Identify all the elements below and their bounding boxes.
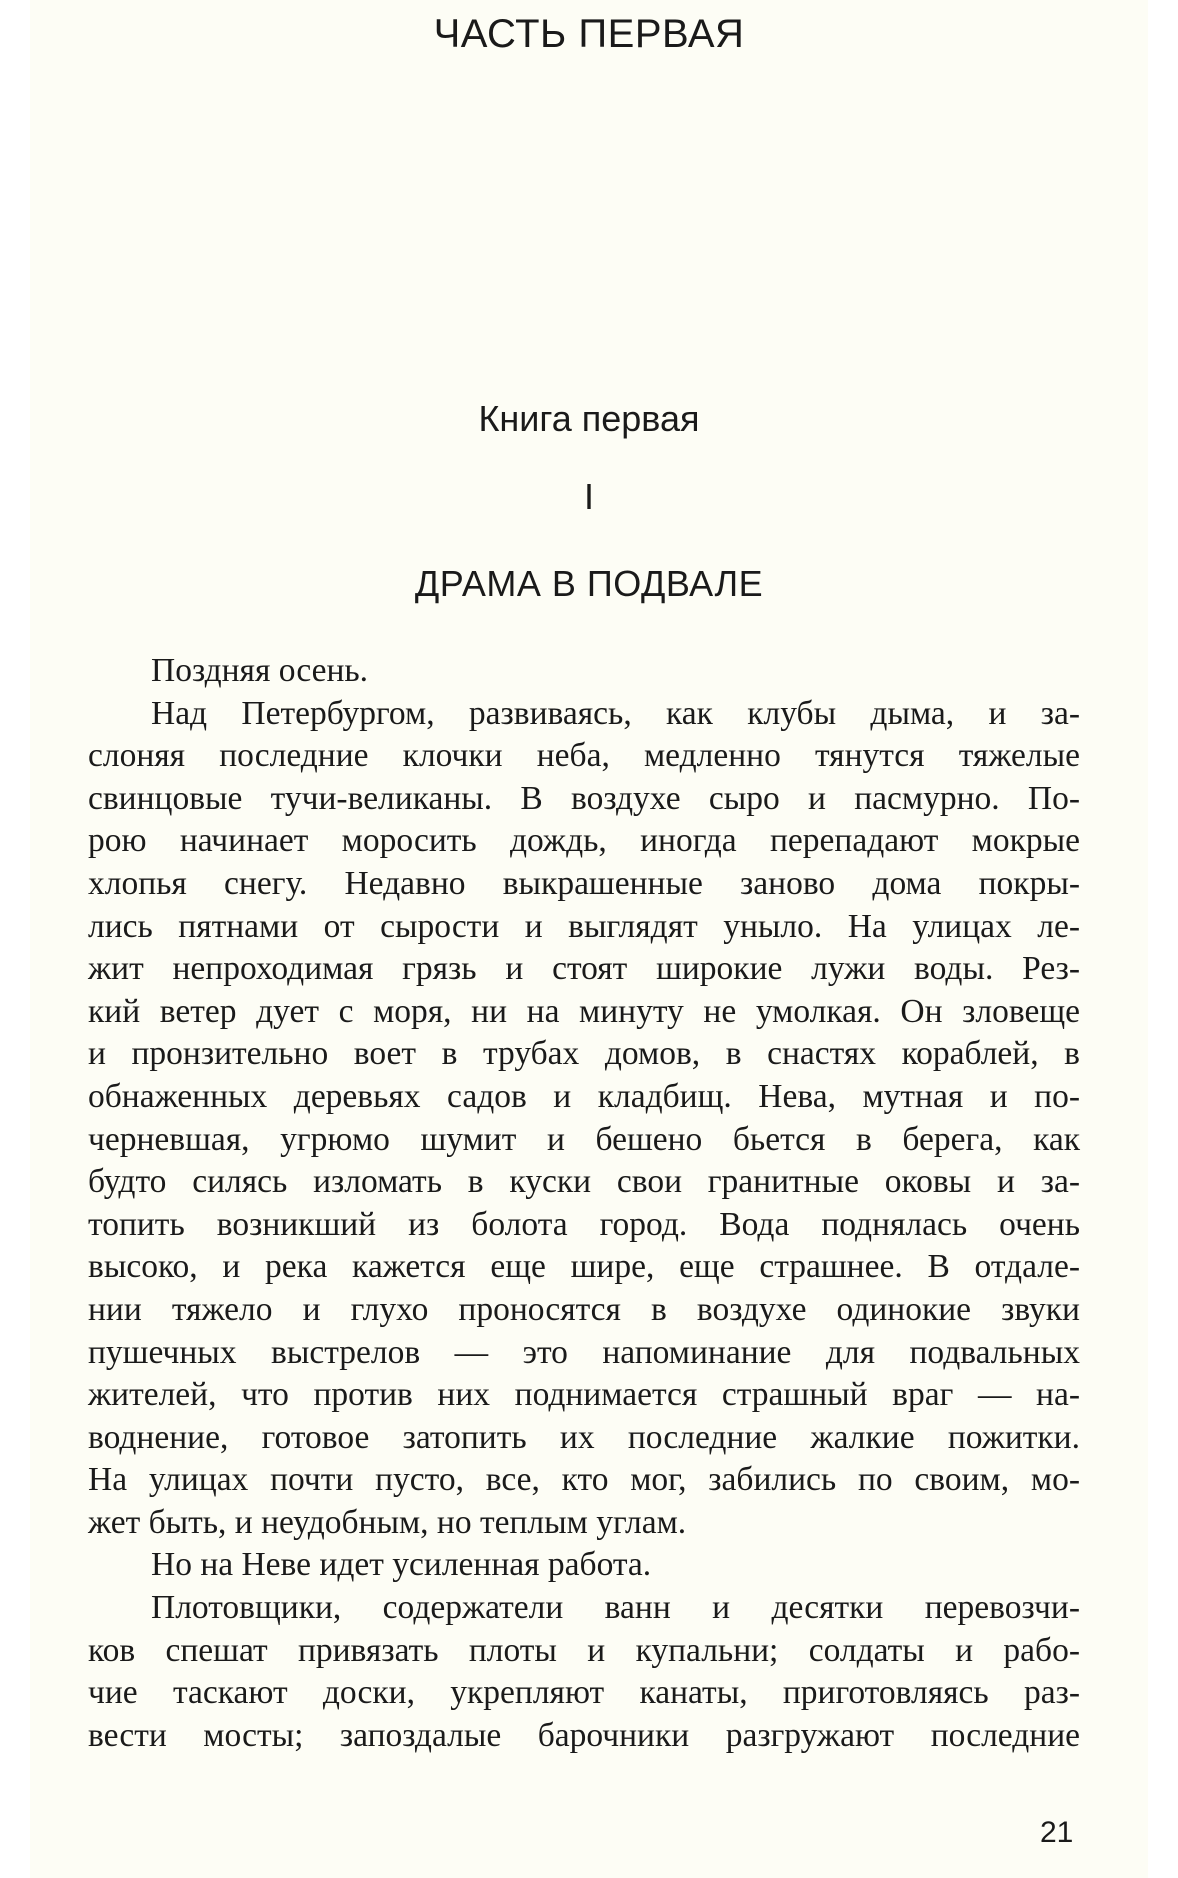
chapter-number: I [583, 476, 594, 517]
page-number: 21 [1040, 1816, 1074, 1849]
chapter-title: ДРАМА В ПОДВАЛЕ [414, 563, 764, 604]
text-line: Над Петербургом, развиваясь, как клубы дыма, и за- [151, 694, 1080, 732]
text-line: топить возникший из болота город. Вода поднялась очень [88, 1205, 1080, 1243]
text-line: На улицах почти пусто, все, кто мог, забились по своим, мо- [88, 1461, 1080, 1499]
text-line: пушечных выстрелов — это напоминание для подвальных [88, 1333, 1080, 1371]
text-line: и пронзительно воет в трубах домов, в снастях кораблей, в [88, 1035, 1080, 1073]
text-line: воднение, готовое затопить их последние жалкие пожитки. [88, 1418, 1080, 1456]
text-line: вести мосты; запоздалые барочники разгружают последние [88, 1716, 1080, 1754]
text-line: Поздняя осень. [151, 652, 369, 689]
text-line: нии тяжело и глухо проносятся в воздухе одинокие звуки [88, 1290, 1080, 1328]
text-line: будто силясь изломать в куски свои гранитные оковы и за- [88, 1163, 1080, 1201]
text-line: кий ветер дует с моря, ни на минуту не умолкая. Он зловеще [88, 992, 1080, 1030]
text-line: Но на Неве идет усиленная работа. [151, 1546, 652, 1584]
text-line: Плотовщики, содержатели ванн и десятки перевозчи- [151, 1589, 1080, 1627]
text-line: жет быть, и неудобным, но теплым углам. [88, 1503, 687, 1541]
text-line: жит непроходимая грязь и стоят широкие лужи воды. Рез- [88, 950, 1080, 988]
book-title: Книга первая [478, 398, 700, 439]
body-text [88, 650, 1080, 1757]
part-title: ЧАСТЬ ПЕРВАЯ [433, 12, 745, 56]
text-line: рою начинает моросить дождь, иногда перепадают мокрые [88, 822, 1080, 860]
text-line: свинцовые тучи-великаны. В воздухе сыро и пасмурно. По- [88, 779, 1080, 817]
text-line: слоняя последние клочки неба, медленно тянутся тяжелые [88, 737, 1080, 775]
text-line: чие таскают доски, укрепляют канаты, приготовляясь раз- [88, 1674, 1080, 1712]
text-line: черневшая, угрюмо шумит и бешено бьется в берега, как [88, 1120, 1080, 1158]
text-line: высоко, и река кажется еще шире, еще страшнее. В отдале- [88, 1248, 1080, 1286]
text-line: обнаженных деревьях садов и кладбищ. Нева, мутная и по- [88, 1077, 1080, 1115]
text-line: жителей, что против них поднимается страшный враг — на- [88, 1376, 1080, 1414]
text-line: ков спешат привязать плоты и купальни; солдаты и рабо- [88, 1631, 1080, 1669]
text-line: хлопья снегу. Недавно выкрашенные заново дома покры- [88, 864, 1080, 902]
text-line: лись пятнами от сырости и выглядят уныло. На улицах ле- [88, 907, 1080, 945]
